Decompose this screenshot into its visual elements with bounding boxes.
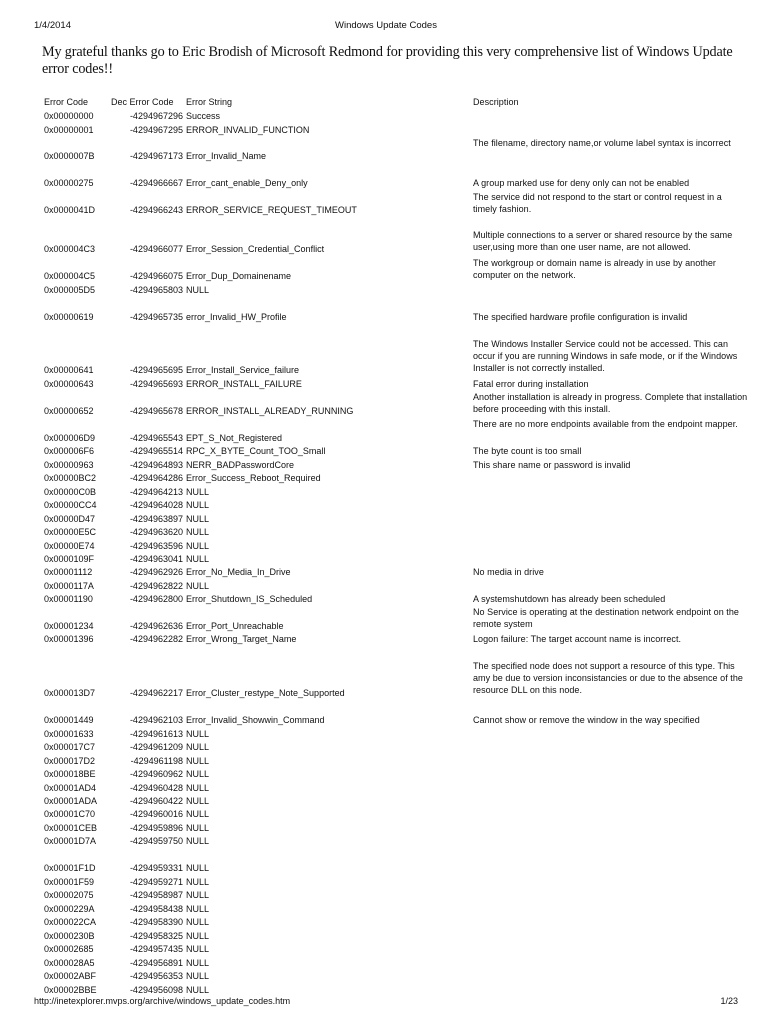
intro-paragraph: My grateful thanks go to Eric Brodish of Microsoft Redmond for providing this very comprehensive list of Windows Update error codes!! [42,44,733,77]
error-code-cell: 0x0000007B [44,151,95,161]
error-code-cell: 0x000018BE [44,769,96,779]
error-code-cell: 0x00001396 [44,634,94,644]
dec-code-cell: -4294964213 [129,487,183,497]
dec-code-cell: -4294966077 [129,244,183,254]
error-code-cell: 0x000006D9 [44,433,96,443]
dec-code-cell: -4294959750 [129,836,183,846]
error-string-cell: Error_Cluster_restype_Note_Supported [186,688,345,698]
error-string-cell: Error_Shutdown_IS_Scheduled [186,594,313,604]
dec-code-cell: -4294963620 [129,527,183,537]
error-string-cell: NERR_BADPasswordCore [186,460,295,470]
error-string-cell: Error_Invalid_Name [186,151,267,161]
dec-code-cell: -4294959331 [129,863,183,873]
error-string-cell: NULL [186,809,210,819]
description-cell: Multiple connections to a server or shared resource by the same user,using more than one user name, are not allowed. [473,230,733,252]
description-cell: The workgroup or domain name is already in use by another computer on the network. [473,258,716,280]
error-code-cell: 0x0000109F [44,554,95,564]
error-string-cell: NULL [186,742,210,752]
error-code-cell: 0x00000000 [44,111,94,121]
error-code-cell: 0x000005D5 [44,285,96,295]
error-code-cell: 0x00000C0B [44,487,97,497]
error-code-cell: 0x00001112 [44,567,93,577]
dec-code-cell: -4294962103 [129,715,183,725]
dec-code-cell: -4294965695 [129,365,183,375]
dec-code-cell: -4294960962 [129,769,183,779]
error-code-cell: 0x00001C70 [44,809,96,819]
error-code-cell: 0x000004C3 [44,244,96,254]
description-cell: A group marked use for deny only can not be enabled [473,178,690,188]
page-title: Windows Update Codes [335,20,437,31]
dec-code-cell: -4294956891 [129,958,183,968]
error-string-cell: NULL [186,863,210,873]
dec-code-cell: -4294966243 [129,205,183,215]
column-header-string: Error String [186,97,233,107]
dec-code-cell: -4294960422 [129,796,183,806]
dec-code-cell: -4294964028 [129,500,183,510]
description-cell: The filename, directory name,or volume label syntax is incorrect [473,138,731,148]
error-string-cell: NULL [186,877,210,887]
error-code-cell: 0x000017D2 [44,756,96,766]
dec-code-cell: -4294962217 [129,688,183,698]
error-string-cell: Error_Port_Unreachable [186,621,284,631]
error-code-cell: 0x000028A5 [44,958,95,968]
error-string-cell: ERROR_INVALID_FUNCTION [186,125,310,135]
dec-code-cell: -4294965803 [129,285,183,295]
error-string-cell: Error_Install_Service_failure [186,365,300,375]
dec-code-cell: -4294964893 [129,460,183,470]
error-string-cell: NULL [186,931,210,941]
error-code-cell: 0x000017C7 [44,742,96,752]
error-code-cell: 0x000022CA [44,917,97,927]
error-string-cell: NULL [186,958,210,968]
page-number: 1/23 [720,996,738,1006]
error-string-cell: NULL [186,487,210,497]
dec-code-cell: -4294967296 [129,111,183,121]
error-string-cell: Error_Success_Reboot_Required [186,473,321,483]
error-code-cell: 0x00001449 [44,715,94,725]
error-string-cell: NULL [186,904,210,914]
description-cell: This share name or password is invalid [473,460,631,470]
error-code-cell: 0x00001CEB [44,823,98,833]
description-cell: Cannot show or remove the window in the way specified [473,715,700,725]
print-date: 1/4/2014 [34,20,71,31]
error-string-cell: NULL [186,500,210,510]
dec-code-cell: -4294962636 [129,621,183,631]
dec-code-cell: -4294964286 [129,473,183,483]
description-cell: No Service is operating at the destination network endpoint on the remote system [473,607,739,629]
description-cell: The specified node does not support a resource of this type. This amy be due to version inconsistancies or due to the absence of the resource DLL on this node. [473,661,743,695]
description-cell: Fatal error during installation [473,379,589,389]
dec-code-cell: -4294963897 [129,514,183,524]
dec-code-cell: -4294960016 [129,809,183,819]
dec-code-cell: -4294963041 [129,554,183,564]
dec-code-cell: -4294965678 [129,406,183,416]
dec-code-cell: -4294961613 [129,729,183,739]
dec-code-cell: -4294966667 [129,178,183,188]
error-code-cell: 0x00001ADA [44,796,98,806]
error-string-cell: NULL [186,541,210,551]
error-code-cell: 0x00001F1D [44,863,96,873]
error-code-cell: 0x00001190 [44,594,93,604]
dec-code-cell: -4294962822 [129,581,183,591]
dec-code-cell: -4294957435 [129,944,183,954]
error-string-cell: NULL [186,890,210,900]
error-code-cell: 0x00000641 [44,365,94,375]
source-url: http://inetexplorer.mvps.org/archive/windows_update_codes.htm [34,996,291,1006]
error-string-cell: NULL [186,796,210,806]
error-code-cell: 0x00000001 [44,125,94,135]
error-string-cell: NULL [186,756,210,766]
dec-code-cell: -4294965543 [129,433,183,443]
error-code-cell: 0x00001AD4 [44,783,97,793]
error-string-cell: Error_cant_enable_Deny_only [186,178,308,188]
error-code-cell: 0x00002075 [44,890,94,900]
error-string-cell: ERROR_INSTALL_FAILURE [186,379,302,389]
dec-code-cell: -4294962800 [129,594,183,604]
dec-code-cell: -4294958325 [129,931,183,941]
error-code-cell: 0x00000E5C [44,527,97,537]
dec-code-cell: -4294965735 [129,312,183,322]
dec-code-cell: -4294965693 [129,379,183,389]
error-code-cell: 0x00002ABF [44,971,97,981]
error-string-cell: NULL [186,836,210,846]
dec-code-cell: -4294959896 [129,823,183,833]
dec-code-cell: -4294960428 [129,783,183,793]
dec-code-cell: -4294956353 [129,971,183,981]
dec-code-cell: -4294958987 [129,890,183,900]
error-code-cell: 0x0000041D [44,205,96,215]
error-code-cell: 0x00002685 [44,944,94,954]
dec-code-cell: -4294962926 [129,567,183,577]
error-string-cell: EPT_S_Not_Registered [186,433,283,443]
error-string-cell: Error_Dup_Domainename [186,271,292,281]
error-code-cell: 0x00000D47 [44,514,96,524]
error-code-cell: 0x00000619 [44,312,94,322]
error-code-cell: 0x00001D7A [44,836,97,846]
error-string-cell: Error_Invalid_Showwin_Command [186,715,325,725]
error-string-cell: NULL [186,769,210,779]
error-code-cell: 0x000004C5 [44,271,96,281]
dec-code-cell: -4294966075 [129,271,183,281]
error-code-cell: 0x00001234 [44,621,94,631]
page-footer [34,994,738,1008]
error-string-cell: NULL [186,285,210,295]
error-string-cell: ERROR_SERVICE_REQUEST_TIMEOUT [186,205,357,215]
description-cell: There are no more endpoints available from the endpoint mapper. [473,419,738,429]
error-string-cell: NULL [186,554,210,564]
error-code-cell: 0x00000275 [44,178,94,188]
dec-code-cell: -4294958438 [129,904,183,914]
error-code-cell: 0x00001F59 [44,877,95,887]
dec-code-cell: -4294962282 [129,634,183,644]
description-cell: A systemshutdown has already been scheduled [473,594,666,604]
error-code-cell: 0x00000652 [44,406,94,416]
dec-code-cell: -4294959271 [129,877,183,887]
error-code-cell: 0x000006F6 [44,446,95,456]
error-string-cell: Error_Session_Credential_Conflict [186,244,325,254]
description-cell: Another installation is already in progress. Complete that installation before proceeding with this install. [473,392,748,414]
error-string-cell: NULL [186,514,210,524]
error-string-cell: NULL [186,823,210,833]
dec-code-cell: -4294965514 [129,446,183,456]
dec-code-cell: -4294967173 [129,151,183,161]
column-header-code: Error Code [44,97,89,107]
error-string-cell: error_Invalid_HW_Profile [186,312,287,322]
error-code-cell: 0x00001633 [44,729,94,739]
error-string-cell: RPC_X_BYTE_Count_TOO_Small [186,446,326,456]
error-code-cell: 0x0000229A [44,904,95,914]
description-cell: The specified hardware profile configuration is invalid [473,312,688,322]
description-cell: The service did not respond to the start or control request in a timely fashion. [473,192,722,214]
error-string-cell: NULL [186,944,210,954]
description-cell: No media in drive [473,567,544,577]
error-string-cell: NULL [186,729,210,739]
column-header-description: Description [473,97,519,107]
error-code-cell: 0x00000963 [44,460,94,470]
error-code-cell: 0x00002BBE [44,985,97,995]
dec-code-cell: -4294961198 [130,756,183,766]
error-code-cell: 0x00000CC4 [44,500,97,510]
dec-code-cell: -4294967295 [129,125,183,135]
error-string-cell: NULL [186,527,210,537]
error-string-cell: Error_No_Media_In_Drive [186,567,291,577]
error-string-cell: ERROR_INSTALL_ALREADY_RUNNING [186,406,354,416]
error-code-cell: 0x0000230B [44,931,95,941]
error-code-cell: 0x00000E74 [44,541,95,551]
dec-code-cell: -4294956098 [129,985,183,995]
dec-code-cell: -4294963596 [129,541,183,551]
description-cell: The Windows Installer Service could not be accessed. This can occur if you are running Windows in safe mode, or if the Windows Installer is not correctly installed. [473,339,738,373]
error-string-cell: NULL [186,783,210,793]
column-header-dec: Dec Error Code [111,97,174,107]
error-string-cell: NULL [186,985,210,995]
error-code-cell: 0x00000643 [44,379,94,389]
dec-code-cell: -4294958390 [129,917,183,927]
error-code-cell: 0x000013D7 [44,688,96,698]
description-cell: The byte count is too small [473,446,582,456]
error-string-cell: Success [186,111,221,121]
dec-code-cell: -4294961209 [129,742,183,752]
error-code-cell: 0x00000BC2 [44,473,97,483]
error-string-cell: NULL [186,917,210,927]
error-code-cell: 0x0000117A [44,581,94,591]
description-cell: Logon failure: The target account name is incorrect. [473,634,682,644]
error-string-cell: NULL [186,581,210,591]
error-string-cell: Error_Wrong_Target_Name [186,634,297,644]
error-string-cell: NULL [186,971,210,981]
